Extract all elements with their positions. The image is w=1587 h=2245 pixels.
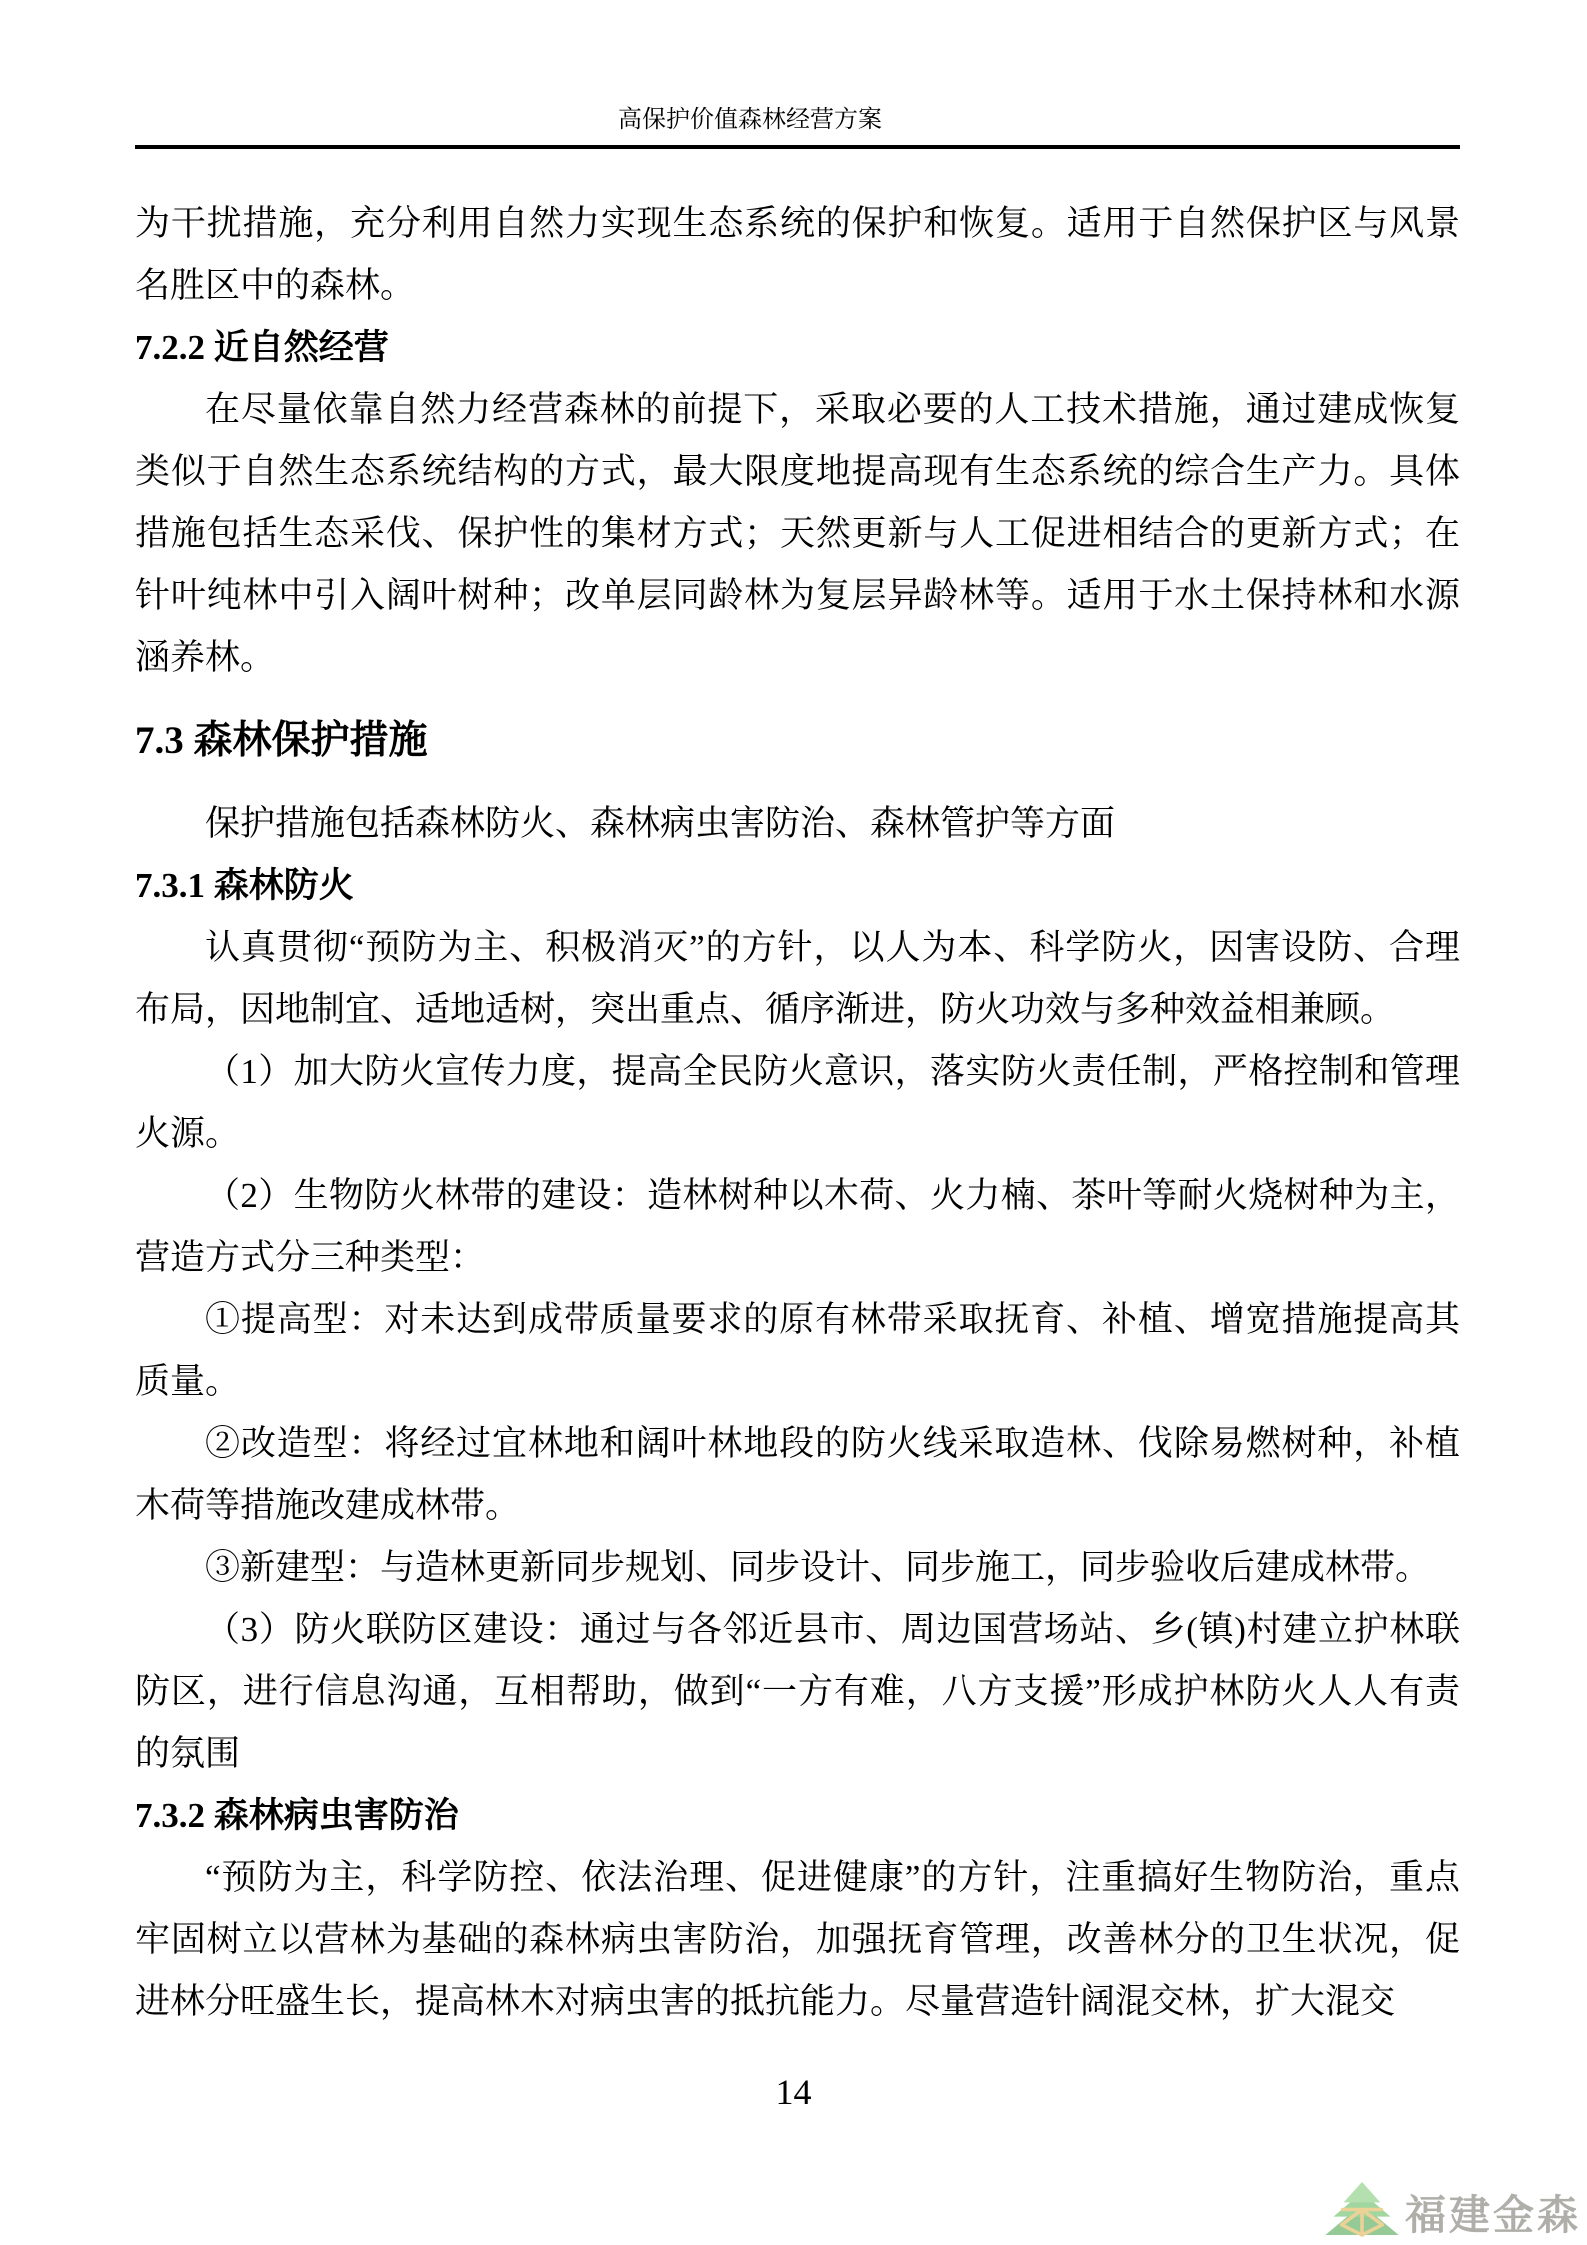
- section-heading: 7.3.1 森林防火: [135, 866, 354, 905]
- paragraph: 认真贯彻“预防为主、积极消灭”的方针，以人为本、科学防火，因害设防、合理布局，因地制宜、适地适树，突出重点、循序渐进，防火功效与多种效益相兼顾。: [135, 928, 1460, 1029]
- page-header: [135, 103, 1460, 149]
- paragraph: ②改造型：将经过宜林地和阔叶林地段的防火线采取造林、伐除易燃树种，补植木荷等措施改建成林带。: [135, 1424, 1460, 1525]
- page-number: 14: [775, 2072, 812, 2112]
- paragraph: “预防为主，科学防控、依法治理、促进健康”的方针，注重搞好生物防治，重点牢固树立以营林为基础的森林病虫害防治，加强抚育管理，改善林分的卫生状况，促进林分旺盛生长，提高林木对病虫害的抵抗能力。尽量营造针阔混交林，扩大混交: [135, 1858, 1460, 2021]
- company-logo: [1323, 2180, 1581, 2237]
- section-heading: 7.2.2 近自然经营: [135, 328, 389, 367]
- paragraph: 保护措施包括森林防火、森林病虫害防治、森林管护等方面: [205, 804, 1116, 843]
- paragraph: 在尽量依靠自然力经营森林的前提下，采取必要的人工技术措施，通过建成恢复类似于自然生态系统结构的方式，最大限度地提高现有生态系统的综合生产力。具体措施包括生态采伐、保护性的集材方式；天然更新与人工促进相结合的更新方式；在针叶纯林中引入阔叶树种；改单层同龄林为复层异龄林等。适用于水土保持林和水源涵养林。: [135, 390, 1460, 677]
- paragraph: （1）加大防火宣传力度，提高全民防火意识，落实防火责任制，严格控制和管理火源。: [135, 1052, 1460, 1153]
- paragraph: 为干扰措施，充分利用自然力实现生态系统的保护和恢复。适用于自然保护区与风景名胜区中的森林。: [135, 204, 1460, 305]
- paragraph: ①提高型：对未达到成带质量要求的原有林带采取抚育、补植、增宽措施提高其质量。: [135, 1300, 1460, 1401]
- paragraph: （2）生物防火林带的建设：造林树种以木荷、火力楠、茶叶等耐火烧树种为主，营造方式分三种类型：: [135, 1176, 1460, 1277]
- section-heading: 7.3.2 森林病虫害防治: [135, 1796, 459, 1835]
- paragraph: （3）防火联防区建设：通过与各邻近县市、周边国营场站、乡(镇)村建立护林联防区，进行信息沟通，互相帮助，做到“一方有难，八方支援”形成护林防火人人有责的氛围: [135, 1610, 1460, 1773]
- pine-tree-icon: [1323, 2180, 1401, 2237]
- section-heading: 7.3 森林保护措施: [135, 719, 428, 762]
- logo-text: 福建金森: [1405, 2192, 1581, 2238]
- header-title: 高保护价值森林经营方案: [618, 107, 882, 133]
- page-footer: [0, 2072, 1587, 2112]
- paragraph: ③新建型：与造林更新同步规划、同步设计、同步施工，同步验收后建成林带。: [205, 1548, 1431, 1587]
- document-body: [135, 193, 1460, 2033]
